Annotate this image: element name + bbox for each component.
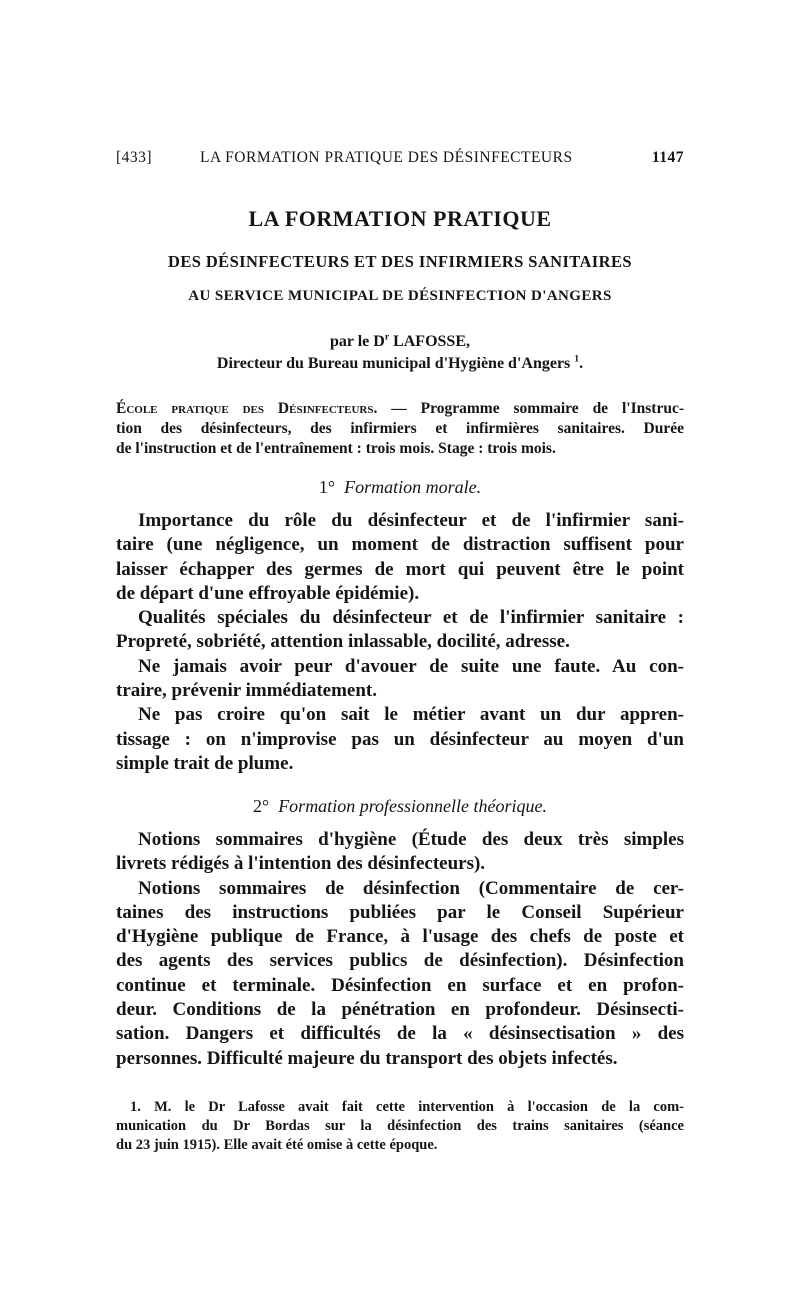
article-subtitle-2: AU SERVICE MUNICIPAL DE DÉSINFECTION D'ANGERS [188, 288, 612, 304]
text-line: continue et terminale. Désinfection en surface et en profon- [116, 974, 684, 996]
author-prefix: par le D [330, 333, 385, 350]
section-1-title: Formation morale. [344, 477, 482, 497]
school-line-1 [116, 399, 684, 419]
section-2-body [116, 828, 684, 1071]
affiliation-end: . [579, 355, 584, 372]
author-affiliation [116, 355, 684, 373]
paragraph [116, 606, 684, 655]
footnote [116, 1098, 684, 1155]
text-line: laisser échapper des germes de mort qui peuvent être le point [116, 558, 684, 580]
section-2-title: Formation professionnelle théorique. [278, 796, 547, 816]
affiliation-text: Directeur du Bureau municipal d'Hygiène d'Angers [216, 355, 571, 372]
school-line-2: tion des désinfecteurs, des infirmiers et infirmières sanitaires. Durée [116, 420, 684, 437]
text-line: Notions sommaires de désinfection (Commentaire de cer- [138, 877, 684, 899]
text-line: Notions sommaires d'hygiène (Étude des deux très simples [138, 829, 684, 850]
text-line: traire, prévenir immédiatement. [116, 680, 377, 702]
text-line: livrets rédigés à l'intention des désinfecteurs). [116, 853, 486, 875]
paragraph [116, 877, 684, 1071]
section-heading-1 [116, 477, 684, 498]
text-line: personnes. Difficulté majeure du transport des objets infectés. [116, 1047, 618, 1069]
footnote-line: munication du Dr Bordas sur la désinfection des trains sanitaires (séance [116, 1118, 684, 1134]
text-line: Ne pas croire qu'on sait le métier avant un dur appren- [138, 704, 684, 726]
text-line: sation. Dangers et difficultés de la « désinsectisation » des [116, 1023, 684, 1045]
section-heading-2 [116, 796, 684, 817]
school-programme-note [116, 399, 684, 459]
school-text-1: — Programme sommaire de l'Instruc- [377, 400, 684, 417]
section-2-number: 2° [252, 796, 270, 816]
text-line: Qualités spéciales du désinfecteur et de l'infirmier sanitaire : [138, 607, 684, 629]
text-line: Ne jamais avoir peur d'avouer de suite une faute. Au con- [138, 655, 684, 677]
school-label: École pratique des Désinfecteurs. [116, 400, 378, 417]
paragraph [116, 509, 684, 606]
footnote-line: 1. M. le Dr Lafosse avait fait cette intervention à l'occasion de la com- [130, 1099, 684, 1115]
text-line: Importance du rôle du désinfecteur et de l'infirmier sani- [138, 510, 684, 531]
article-title: LA FORMATION PRATIQUE [248, 206, 552, 231]
text-line: d'Hygiène publique de France, à l'usage des chefs de poste et [116, 926, 684, 948]
article-subtitle-1: DES DÉSINFECTEURS ET DES INFIRMIERS SANITAIRES [168, 252, 632, 271]
text-line: taire (une négligence, un moment de distraction suffisent pour [116, 534, 684, 556]
text-line: Propreté, sobriété, attention inlassable, docilité, adresse. [116, 631, 570, 653]
footnote-line: du 23 juin 1915). Elle avait été omise à cette époque. [116, 1137, 438, 1153]
text-line: taines des instructions publiées par le Conseil Supérieur [116, 901, 684, 923]
text-line: deur. Conditions de la pénétration en profondeur. Désinsecti- [116, 999, 684, 1021]
author-name: LAFOSSE, [389, 333, 470, 350]
section-1-number: 1° [318, 477, 336, 497]
footnote-marker: 1 [574, 353, 580, 365]
author-title-sup: r [384, 331, 390, 343]
paragraph [116, 828, 684, 877]
text-line: simple trait de plume. [116, 752, 294, 774]
page-number-left: [433] [116, 149, 153, 166]
text-line: des agents des services publics de désinfection). Désinfection [116, 950, 684, 972]
running-head [116, 149, 684, 173]
running-title: LA FORMATION PRATIQUE DES DÉSINFECTEURS [200, 149, 573, 166]
paragraph [116, 703, 684, 776]
author-line [116, 333, 684, 351]
text-line: de départ d'une effroyable épidémie). [116, 582, 420, 604]
school-line-3: de l'instruction et de l'entraînement : trois mois. Stage : trois mois. [116, 440, 556, 457]
paragraph [116, 655, 684, 704]
section-1-body [116, 509, 684, 776]
text-line: tissage : on n'improvise pas un désinfecteur au moyen d'un [116, 728, 684, 750]
page-number-right: 1147 [651, 149, 684, 166]
